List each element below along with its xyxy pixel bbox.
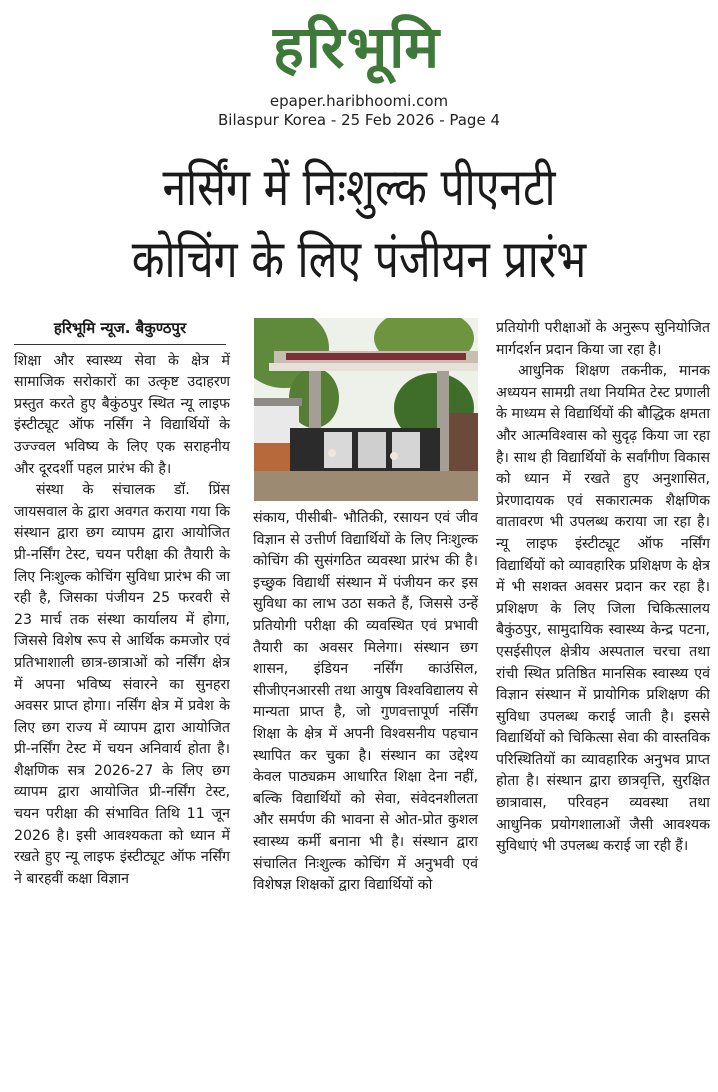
paragraph: शिक्षा और स्वास्थ्य सेवा के क्षेत्र में सामाजिक सरोकारों का उत्कृष्ट उदाहरण प्रस्तुत करते हुए बैकुंठपुर स्थित न्यू लाइफ इंस्टीट्यूट ऑफ नर्सिंग ने विद्यार्थियों के उज्ज्वल भविष्य के लिए एक सराहनीय और दूरदर्शी पहल प्रारंभ की है। — [14, 352, 230, 477]
article-column-2 — [253, 508, 478, 897]
article-column-1 — [14, 318, 230, 890]
paragraph: संस्था के संचालक डॉ. प्रिंस जायसवाल के द्वारा अवगत कराया गया कि संस्थान द्वारा छग व्यापम द्वारा आयोजित प्री-नर्सिंग टेस्ट, चयन परीक्षा की तैयारी के लिए निःशुल्क कोचिंग सुविधा प्रारंभ की जा रही है, जिसका पंजीयन 25 फरवरी से 23 मार्च तक संस्था कार्यालय में होगा, जिससे विशेष रूप से आर्थिक कमजोर एवं प्रतिभाशाली छात्र-छात्राओं को नर्सिंग क्षेत्र में अपना भविष्य संवारने का सुनहरा अवसर प्राप्त होगा। नर्सिंग क्षेत्र में प्रवेश के लिए छग राज्य में व्यापम द्वारा आयोजित प्री-नर्सिंग टेस्ट में चयन अनिवार्य होता है। शैक्षणिक सत्र 2026-27 के लिए छग व्यापम द्वारा आयोजित प्री-नर्सिंग टेस्ट, चयन परीक्षा की संभावित तिथि 11 जून 2026 है। इसी आवश्यकता को ध्यान में रखते हुए न्यू लाइफ इंस्टीट्यूट ऑफ नर्सिंग ने बारहवीं कक्षा विज्ञान — [14, 482, 230, 887]
headline-line-2: कोचिंग के लिए पंजीयन प्रारंभ — [131, 230, 587, 290]
haribhoomi-logo[interactable]: हरिभूमि — [272, 13, 442, 81]
institute-gate-photo — [254, 318, 478, 501]
paragraph: संकाय, पीसीबी- भौतिकी, रसायन एवं जीव विज्ञान से उत्तीर्ण विद्यार्थियों के लिए निःशुल्क कोचिंग की सुसंगठित व्यवस्था प्रारंभ की है। इच्छुक विद्यार्थी संस्थान में पंजीयन कर इस सुविधा का लाभ उठा सकते हैं, जिससे उन्हें प्रतियोगी परीक्षा की व्यवस्थित एवं प्रभावी तैयारी का अवसर मिलेगा। संस्थान छग शासन, इंडियन नर्सिंग काउंसिल, सीजीएनआरसी तथा आयुष विश्वविद्यालय से मान्यता प्राप्त है, जो गुणवत्तापूर्ण नर्सिंग शिक्षा के क्षेत्र में अपनी विश्वसनीय पहचान स्थापित कर चुका है। संस्थान का उद्देश्य केवल पाठ्यक्रम आधारित शिक्षा देना नहीं, बल्कि विद्यार्थियों को सेवा, संवेदनशीलता और समर्पण की भावना से ओत-प्रोत कुशल स्वास्थ्य कर्मी बनाना भी है। संस्थान द्वारा संचालित निःशुल्क कोचिंग में अनुभवी एवं विशेषज्ञ शिक्षकों द्वारा विद्यार्थियों को — [253, 510, 478, 894]
edition-line: Bilaspur Korea - 25 Feb 2026 - Page 4 — [218, 111, 500, 129]
byline: हरिभूमि न्यूज. बैकुण्ठपुर — [14, 318, 226, 345]
photo-illustration — [254, 318, 478, 501]
article-column-3 — [496, 318, 710, 858]
site-url[interactable]: epaper.haribhoomi.com — [269, 92, 449, 110]
headline-line-1: नर्सिंग में निःशुल्क पीएनटी — [162, 158, 556, 218]
paragraph: आधुनिक शिक्षण तकनीक, मानक अध्ययन सामग्री तथा नियमित टेस्ट प्रणाली के माध्यम से विद्यार्थियों की बौद्धिक क्षमता और आत्मविश्वास को सुदृढ़ किया जा रहा है। साथ ही विद्यार्थियों के सर्वांगीण विकास को ध्यान में रखते हुए अनुशासित, प्रेरणादायक एवं सकारात्मक शैक्षणिक वातावरण भी उपलब्ध कराया जा रहा है। न्यू लाइफ इंस्टीट्यूट ऑफ नर्सिंग विद्यार्थियों को व्यावहारिक प्रशिक्षण के क्षेत्र में भी सशक्त अवसर प्रदान कर रहा है। प्रशिक्षण के लिए जिला चिकित्सालय बैकुंठपुर, सामुदायिक स्वास्थ्य केन्द्र पटना, एसईसीएल क्षेत्रीय अस्पताल चरचा तथा रांची स्थित प्रतिष्ठित मानसिक स्वास्थ्य एवं विज्ञान संस्थान में प्रायोगिक प्रशिक्षण की सुविधा उपलब्ध कराई जाती है। इससे विद्यार्थियों को चिकित्सा सेवा की वास्तविक परिस्थितियों का व्यावहारिक अनुभव प्राप्त होता है। संस्थान द्वारा छात्रवृत्ति, सुरक्षित छात्रावास, परिवहन व्यवस्था तथा आधुनिक प्रयोगशालाओं जैसी आवश्यक सुविधाएं भी उपलब्ध कराई जा रही हैं। — [496, 363, 710, 855]
paragraph: प्रतियोगी परीक्षाओं के अनुरूप सुनियोजित मार्गदर्शन प्रदान किया जा रहा है। — [496, 320, 710, 358]
article-headline — [65, 152, 654, 296]
